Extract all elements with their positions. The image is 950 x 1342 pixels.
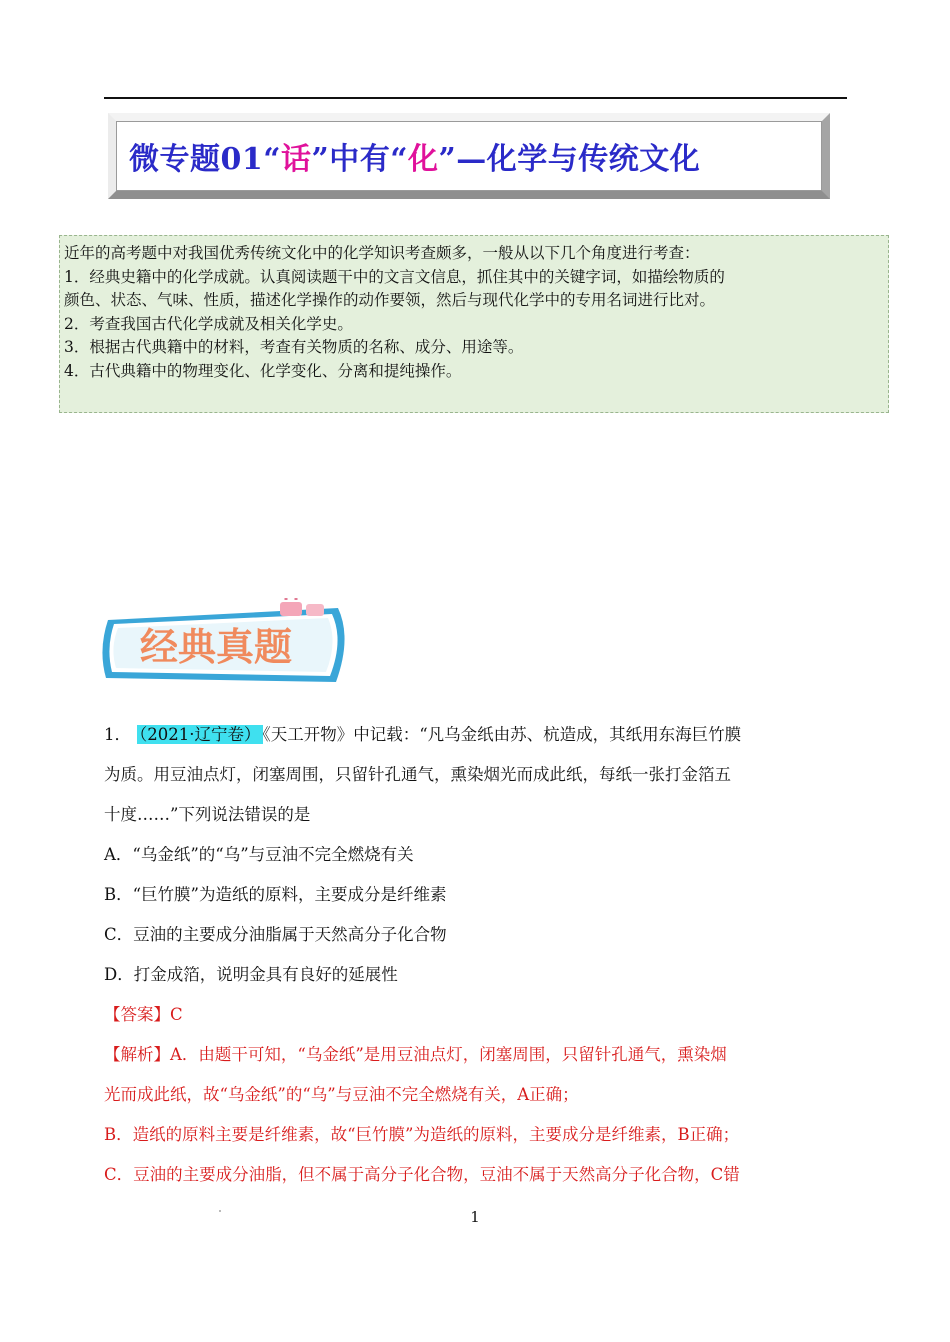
analysis-line: C．豆油的主要成分油脂，但不属于高分子化合物，豆油不属于天然高分子化合物，C错 [104,1165,740,1184]
title-text-1: 微专题01“ [129,142,282,177]
intro-box [59,235,889,413]
option-a: A．“乌金纸”的“乌”与豆油不完全燃烧有关 [104,845,414,864]
title-highlight-1: 话 [281,142,312,177]
intro-line: 4．古代典籍中的物理变化、化学变化、分离和提纯操作。 [64,361,462,380]
header-rule [104,97,847,99]
option-d: D．打金成箔，说明金具有良好的延展性 [104,965,398,984]
banner-text: 经典真题 [140,624,293,669]
intro-line: 3．根据古代典籍中的材料，考查有关物质的名称、成分、用途等。 [64,338,524,356]
title-text-2: ”中有“ [311,142,409,177]
analysis-line: 【解析】A．由题干可知，“乌金纸”是用豆油点灯，闭塞周围，只留针孔通气，熏染烟 [104,1045,727,1064]
title-highlight-2: 化 [408,142,439,177]
intro-line: 颜色、状态、气味、性质，描述化学操作的动作要领，然后与现代化学中的专用名词进行比对。 [64,291,716,309]
intro-line: 1．经典史籍中的化学成就。认真阅读题干中的文言文信息，抓住其中的关键字词，如描绘物质的 [64,267,725,286]
question-number: 1． [104,725,131,744]
title-frame [108,113,830,199]
stem-line: 为质。用豆油点灯，闭塞周围，只留针孔通气，熏染烟光而成此纸，每纸一张打金箔五 [104,765,731,784]
stem-line: 《天工开物》中记载：“凡乌金纸由苏、杭造成，其纸用东海巨竹膜 [262,725,742,744]
analysis-line: 光而成此纸，故“乌金纸”的“乌”与豆油不完全燃烧有关，A正确； [104,1085,579,1104]
option-c: C．豆油的主要成分油脂属于天然高分子化合物 [104,925,447,944]
question-block [104,715,852,1195]
section-banner [100,598,360,690]
stem-line: 十度……”下列说法错误的是 [104,805,311,824]
question-stem [104,715,852,755]
page-number: 1 [470,1208,480,1226]
intro-line: 2．考查我国古代化学成就及相关化学史。 [64,314,353,333]
answer-line: 【答案】C [104,1005,183,1024]
page-title [116,121,822,191]
title-text-3: ”—化学与传统文化 [438,142,701,177]
question-source-badge: （2021·辽宁卷） [139,725,261,744]
analysis-line: B．造纸的原料主要是纤维素，故“巨竹膜”为造纸的原料，主要成分是纤维素，B正确； [104,1125,740,1144]
intro-line: 近年的高考题中对我国优秀传统文化中的化学知识考查颇多，一般从以下几个角度进行考查： [64,244,700,262]
option-b: B．“巨竹膜”为造纸的原料，主要成分是纤维素 [104,885,447,904]
